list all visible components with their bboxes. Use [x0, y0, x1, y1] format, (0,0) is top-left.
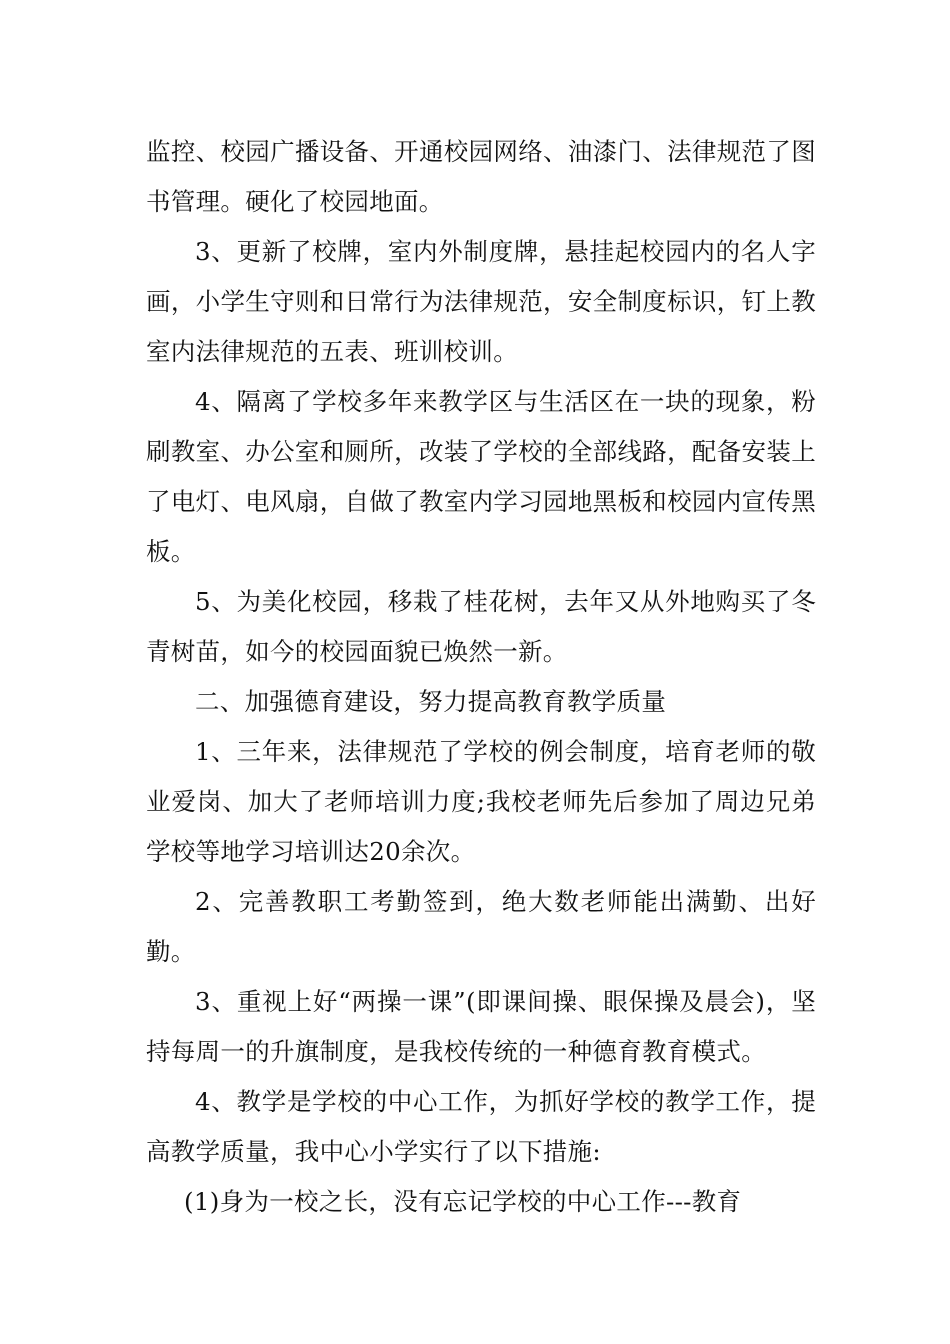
- paragraph-subitem-1: (1)身为一校之长，没有忘记学校的中心工作---教育: [184, 1187, 742, 1216]
- body-text: [146, 127, 816, 1227]
- paragraph-item-4: 4、隔离了学校多年来教学区与生活区在一块的现象，粉刷教室、办公室和厕所，改装了学校的全部线路，配备安装上了电灯、电风扇，自做了教室内学习园地黑板和校园内宣传黑板。: [146, 387, 816, 566]
- paragraph-item-5: 5、为美化校园，移栽了桂花树，去年又从外地购买了冬青树苗，如今的校园面貌已焕然一新。: [146, 587, 816, 666]
- paragraph-section2-item-3: 3、重视上好“两操一课”(即课间操、眼保操及晨会)，坚持每周一的升旗制度，是我校传统的一种德育教育模式。: [146, 987, 816, 1066]
- section-heading-2: 二、加强德育建设，努力提高教育教学质量: [195, 687, 667, 716]
- paragraph-continued: 监控、校园广播设备、开通校园网络、油漆门、法律规范了图书管理。硬化了校园地面。: [146, 137, 816, 216]
- paragraph-section2-item-1: 1、三年来，法律规范了学校的例会制度，培育老师的敬业爱岗、加大了老师培训力度;我校老师先后参加了周边兄弟学校等地学习培训达20余次。: [146, 737, 816, 866]
- paragraph-section2-item-4: 4、教学是学校的中心工作，为抓好学校的教学工作，提高教学质量，我中心小学实行了以下措施:: [146, 1087, 816, 1166]
- paragraph-section2-item-2: 2、完善教职工考勤签到，绝大数老师能出满勤、出好勤。: [146, 887, 816, 966]
- paragraph-item-3: 3、更新了校牌，室内外制度牌，悬挂起校园内的名人字画，小学生守则和日常行为法律规范，安全制度标识，钉上教室内法律规范的五表、班训校训。: [146, 237, 816, 366]
